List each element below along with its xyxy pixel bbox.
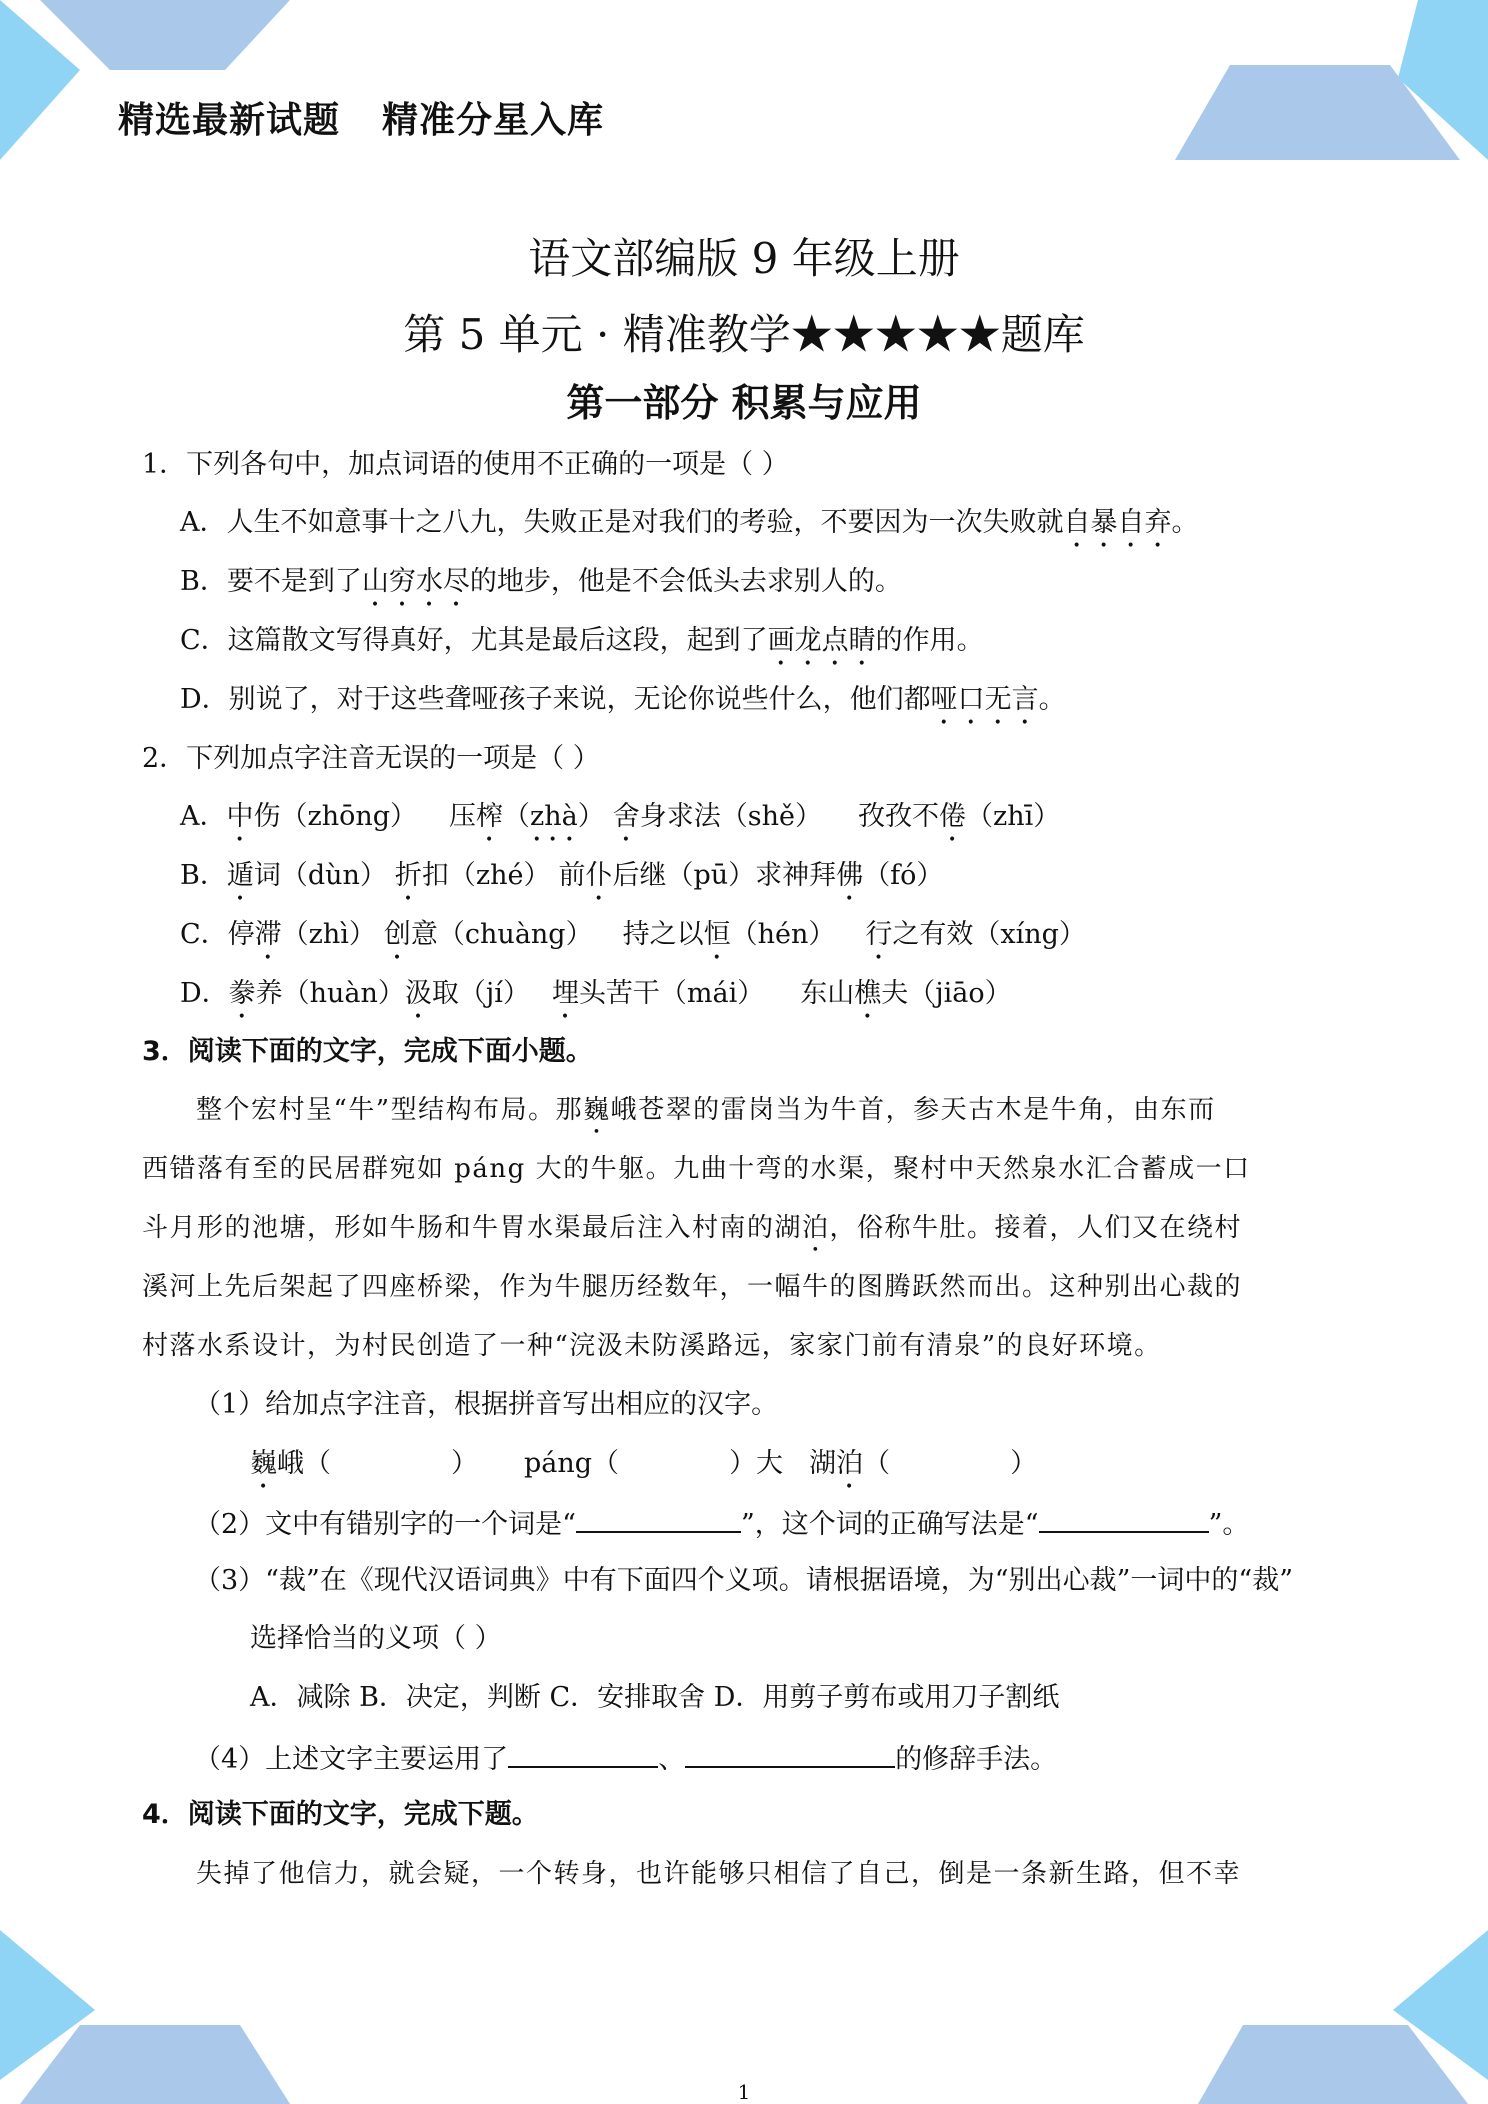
option-text: 。 bbox=[1171, 507, 1199, 538]
dotted-char: 舍 bbox=[612, 801, 640, 832]
sub-question-3: （3）“裁”在《现代汉语词典》中有下面四个义项。请根据语境，为“别出心裁”一词中的“裁” bbox=[194, 1565, 1293, 1596]
option-text: D．别说了，对于这些聋哑孩子来说，无论你说些什么，他们都 bbox=[180, 684, 931, 715]
blank-text: 峨（ bbox=[277, 1448, 331, 1479]
question-2-option-c bbox=[180, 918, 1086, 966]
sub-question-text: 的修辞手法。 bbox=[895, 1744, 1058, 1775]
option-text: （zhì） bbox=[281, 919, 376, 950]
option-text: 取（jí） bbox=[431, 978, 530, 1009]
option-text: 头苦干（mái） bbox=[578, 978, 765, 1009]
passage-line bbox=[142, 1211, 1342, 1258]
header-left-text: 精选最新试题 bbox=[118, 100, 341, 141]
dotted-word: 自暴自弃 bbox=[1063, 507, 1172, 538]
blank-text: ） bbox=[451, 1448, 478, 1479]
unit-title: 第 5 单元 · 精准教学★★★★★题库 bbox=[403, 310, 1085, 359]
question-1-stem: 1．下列各句中，加点词语的使用不正确的一项是（ ） bbox=[142, 449, 789, 480]
dotted-char: 埋 bbox=[551, 978, 579, 1009]
dotted-char: 巍 bbox=[250, 1448, 277, 1479]
option-text: 东山 bbox=[800, 978, 855, 1009]
option-text: 压 bbox=[449, 801, 477, 832]
sub-question-1: （1）给加点字注音，根据拼音写出相应的汉字。 bbox=[194, 1389, 779, 1420]
sub-question-3-options: A．减除 B．决定，判断 C．安排取舍 D．用剪子剪布或用刀子割纸 bbox=[250, 1682, 1060, 1713]
question-1-option-a bbox=[180, 506, 1199, 554]
dotted-word: 山穷水尽 bbox=[361, 566, 470, 597]
dotted-char: 榨（zhà） bbox=[476, 801, 605, 832]
document-title: 语文部编版 9 年级上册 bbox=[528, 234, 960, 283]
decorative-bottom-right-shapes bbox=[1168, 1930, 1488, 2104]
question-4-stem: 4．阅读下面的文字，完成下题。 bbox=[142, 1799, 539, 1830]
answer-blank[interactable] bbox=[508, 1740, 658, 1768]
dotted-char: 汲 bbox=[404, 978, 432, 1009]
dotted-word: 哑口无言 bbox=[930, 684, 1039, 715]
blank-text: （ bbox=[863, 1448, 891, 1479]
section-title: 第一部分 积累与应用 bbox=[566, 381, 922, 425]
sub-question-text: 、 bbox=[658, 1744, 686, 1775]
passage-text: ，俗称牛肚。接着，人们又在绕村 bbox=[829, 1213, 1243, 1243]
option-text: （hén） bbox=[730, 919, 836, 950]
question-3-stem: 3．阅读下面的文字，完成下面小题。 bbox=[142, 1036, 593, 1067]
decorative-top-right-shapes bbox=[1160, 0, 1488, 170]
option-text: 的作用。 bbox=[875, 625, 984, 656]
question-1-option-d bbox=[180, 683, 1066, 731]
dotted-char: 行 bbox=[865, 919, 893, 950]
passage-line: 西错落有至的民居群宛如 páng 大的牛躯。九曲十弯的水渠，聚村中天然泉水汇合蓄成一口 bbox=[142, 1154, 1251, 1184]
header-banner bbox=[118, 92, 604, 143]
passage-text: 整个宏村呈“牛”型结构布局。那 bbox=[196, 1095, 584, 1125]
dotted-char: 滞 bbox=[254, 919, 282, 950]
dotted-char: 倦 bbox=[939, 801, 966, 832]
blank-text: 湖 bbox=[809, 1448, 837, 1479]
sub-question-text: （2）文中有错别字的一个词是“ bbox=[194, 1509, 576, 1540]
option-text: 养（huàn） bbox=[255, 978, 405, 1009]
sub-question-2 bbox=[194, 1505, 1249, 1542]
header-right-text: 精准分星入库 bbox=[382, 100, 605, 141]
option-text: 意（chuàng） bbox=[410, 919, 593, 950]
answer-blank[interactable] bbox=[576, 1505, 741, 1533]
question-2-option-b bbox=[180, 859, 943, 907]
dotted-char: 巍 bbox=[583, 1095, 611, 1125]
dotted-char: 泊 bbox=[836, 1448, 864, 1479]
option-text: 扣（zhé） bbox=[421, 860, 551, 891]
option-text: 的地步，他是不会低头去求别人的。 bbox=[469, 566, 902, 597]
option-text: B． bbox=[180, 860, 227, 891]
passage-line: 溪河上先后架起了四座桥梁，作为牛腿历经数年，一幅牛的图腾跃然而出。这种别出心裁的 bbox=[142, 1272, 1243, 1302]
option-text: 词（dùn） bbox=[253, 860, 387, 891]
option-text: 持之以 bbox=[622, 919, 704, 950]
passage-text: 斗月形的池塘，形如牛肠和牛胃水渠最后注入村南的湖 bbox=[142, 1213, 803, 1243]
option-text: D． bbox=[180, 978, 229, 1009]
dotted-char: 创 bbox=[383, 919, 411, 950]
blank-text: ）大 bbox=[729, 1448, 784, 1479]
page-number: 1 bbox=[737, 2080, 751, 2104]
sub-question-text: （4）上述文字主要运用了 bbox=[194, 1744, 509, 1775]
dotted-char: 泊 bbox=[802, 1213, 830, 1243]
sub-question-text: ”，这个词的正确写法是“ bbox=[740, 1509, 1039, 1540]
option-text: （zhī） bbox=[966, 801, 1061, 832]
passage-line bbox=[196, 1093, 1336, 1140]
option-text: 后继（pū）求神拜 bbox=[612, 860, 837, 891]
blank-text: ） bbox=[1010, 1448, 1038, 1479]
option-text: 伤（zhōng） bbox=[253, 801, 418, 832]
answer-blank[interactable] bbox=[685, 1740, 895, 1768]
dotted-char: 豢 bbox=[228, 978, 256, 1009]
question-2-option-d bbox=[180, 977, 1012, 1025]
option-text: （fó） bbox=[863, 860, 944, 891]
option-text: A．人生不如意事十之八九，失败正是对我们的考验，不要因为一次失败就 bbox=[180, 507, 1064, 538]
option-text: 前 bbox=[558, 860, 586, 891]
option-text: C．这篇散文写得真好，尤其是最后这段，起到了 bbox=[180, 625, 768, 656]
option-text: 孜孜不 bbox=[858, 801, 939, 832]
option-text: 。 bbox=[1038, 684, 1066, 715]
passage-text: 峨苍翠的雷岗当为牛首，参天古木是牛角，由东而 bbox=[610, 1095, 1216, 1125]
decorative-bottom-left-shapes bbox=[0, 1930, 320, 2104]
sub-question-text: ”。 bbox=[1208, 1509, 1250, 1540]
dotted-char: 遁 bbox=[226, 860, 254, 891]
question-1-option-b bbox=[180, 565, 902, 613]
option-text: 之有效（xíng） bbox=[892, 919, 1086, 950]
dotted-char: 恒 bbox=[703, 919, 731, 950]
sub-question-1-blanks bbox=[250, 1447, 1037, 1495]
dotted-char: 中 bbox=[226, 801, 254, 832]
question-2-option-a bbox=[180, 800, 1060, 848]
passage-line: 村落水系设计，为村民创造了一种“浣汲未防溪路远，家家门前有清泉”的良好环境。 bbox=[142, 1331, 1162, 1361]
dotted-char: 折 bbox=[394, 860, 422, 891]
sub-question-3-prompt: 选择恰当的义项（ ） bbox=[250, 1623, 502, 1654]
dotted-char: 仆 bbox=[585, 860, 613, 891]
question-1-option-c bbox=[180, 624, 984, 672]
question-2-stem: 2．下列加点字注音无误的一项是（ ） bbox=[142, 743, 600, 774]
dotted-char: 佛 bbox=[836, 860, 864, 891]
passage-line: 失掉了他信力，就会疑，一个转身，也许能够只相信了自己，倒是一条新生路，但不幸 bbox=[196, 1859, 1242, 1889]
blank-text: páng（ bbox=[524, 1448, 620, 1479]
option-text: 夫（jiāo） bbox=[881, 978, 1012, 1009]
sub-question-4 bbox=[194, 1740, 1057, 1777]
decorative-top-left-shapes bbox=[0, 0, 300, 170]
option-text: B．要不是到了 bbox=[180, 566, 362, 597]
option-text: A． bbox=[180, 801, 227, 832]
answer-blank[interactable] bbox=[1039, 1505, 1209, 1533]
dotted-char: 樵 bbox=[854, 978, 882, 1009]
option-text: C．停 bbox=[180, 919, 255, 950]
dotted-word: 画龙点睛 bbox=[767, 625, 876, 656]
option-text: 身求法（shě） bbox=[639, 801, 822, 832]
